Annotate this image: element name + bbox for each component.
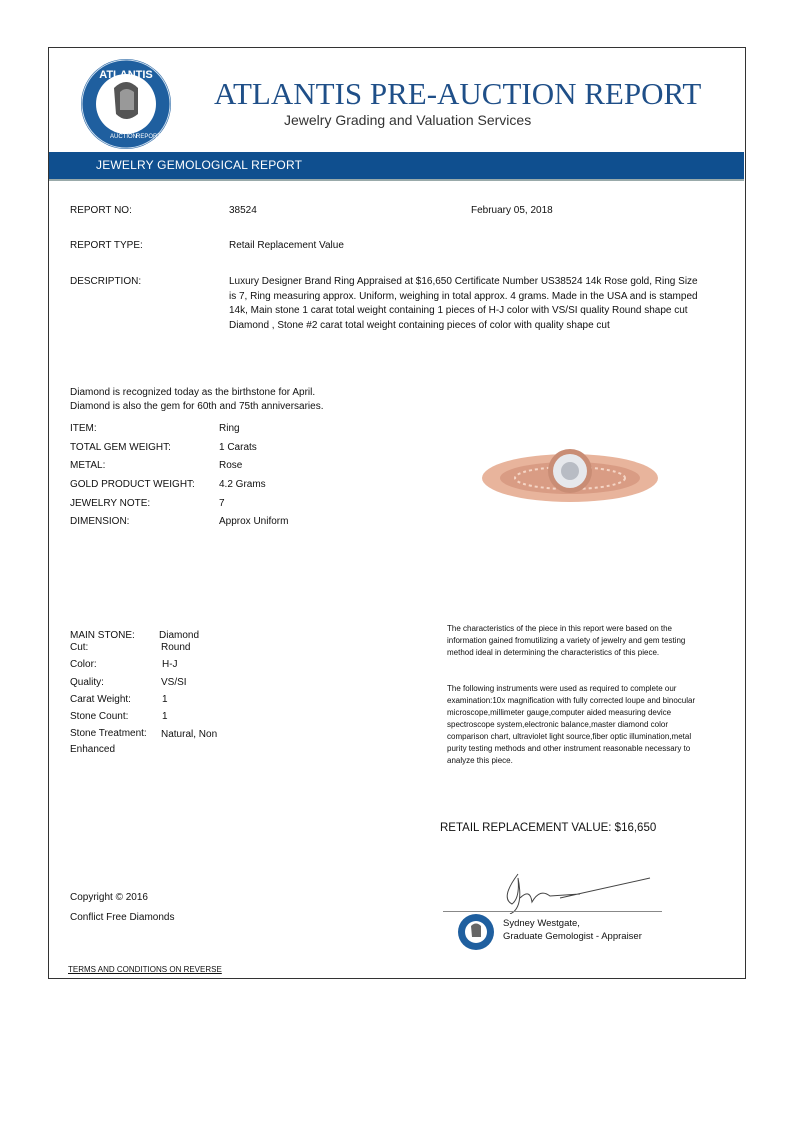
stone-count-label: Stone Count: <box>70 711 129 722</box>
cut-label: Cut: <box>70 642 89 653</box>
carat-weight-label: Carat Weight: <box>70 694 131 705</box>
treatment-label: Stone Treatment: <box>70 728 147 739</box>
metal-label: METAL: <box>70 460 106 471</box>
section-bar <box>49 152 744 181</box>
gem-weight-value: 1 Carats <box>219 442 257 453</box>
terms-link[interactable]: TERMS AND CONDITIONS ON REVERSE <box>68 965 222 974</box>
gold-weight-label: GOLD PRODUCT WEIGHT: <box>70 479 195 490</box>
copyright: Copyright © 2016 <box>70 892 148 903</box>
gem-weight-label: TOTAL GEM WEIGHT: <box>70 442 171 453</box>
dimension-label: DIMENSION: <box>70 516 130 527</box>
report-no: 38524 <box>229 205 257 216</box>
description: Luxury Designer Brand Ring Appraised at $16,650 Certificate Number US38524 14k Rose gold, Ring Size is 7, Ring measuring approx. Uniform, weighing in total approx. 4 grams. Made in the USA and is stamped 14k, Main stone 1 carat total weight containing 1 pieces of H-J color with VS/SI quality Round shape cut Diamond , Stone #2 carat total weight containing pieces of color with quality shape cut <box>229 276 698 331</box>
main-stone-value: Diamond <box>159 630 200 641</box>
jewelry-note-label: JEWELRY NOTE: <box>70 498 151 509</box>
item-value: Ring <box>219 423 240 434</box>
description-label: DESCRIPTION: <box>70 276 142 287</box>
conflict-free: Conflict Free Diamonds <box>70 912 175 923</box>
signer-title: Graduate Gemologist - Appraiser <box>503 931 642 942</box>
signature-line <box>443 911 662 912</box>
svg-text:REPORT: REPORT <box>136 134 161 140</box>
item-label: ITEM: <box>70 423 97 434</box>
report-subtitle: Jewelry Grading and Valuation Services <box>284 112 532 128</box>
atlantis-logo <box>80 58 172 150</box>
signature <box>490 868 660 914</box>
report-type-label: REPORT TYPE: <box>70 240 143 251</box>
quality-label: Quality: <box>70 677 104 688</box>
jewelry-note-value: 7 <box>219 498 225 509</box>
color-label: Color: <box>70 659 97 670</box>
section-title: JEWELRY GEMOLOGICAL REPORT <box>96 158 303 172</box>
carat-weight-value: 1 <box>162 694 168 705</box>
characteristics-note: The characteristics of the piece in this report were based on the information gained fromutilizing a variety of jewelry and gem testing method ideal in determining the characteristics of this piece. <box>447 624 686 657</box>
svg-text:AUCTION: AUCTION <box>110 134 137 140</box>
anniversary-line: Diamond is also the gem for 60th and 75th anniversaries. <box>70 401 324 412</box>
gold-weight-value: 4.2 Grams <box>219 479 266 490</box>
dimension-value: Approx Uniform <box>219 516 289 527</box>
metal-value: Rose <box>219 460 243 471</box>
retail-value: RETAIL REPLACEMENT VALUE: $16,650 <box>440 822 657 834</box>
atlantis-seal-icon <box>457 913 495 951</box>
ring-image <box>480 428 660 518</box>
main-stone-label: MAIN STONE: <box>70 630 135 641</box>
instruments-note: The following instruments were used as required to complete our examination:10x magnification with fully corrected loupe and binocular microscope,millimeter gauge,computer aided measuring device spectroscope system,electronic balance,master diamond color comparison chart, ultraviolet light source,fiber optic illumination,metal purity testing methods and other instrument reasonable necessary to analyze this piece. <box>447 684 696 765</box>
signer-name: Sydney Westgate, <box>503 918 580 929</box>
report-type: Retail Replacement Value <box>229 240 344 251</box>
quality-value: VS/SI <box>161 677 187 688</box>
report-no-label: REPORT NO: <box>70 205 132 216</box>
report-date: February 05, 2018 <box>471 205 553 216</box>
stone-count-value: 1 <box>162 711 168 722</box>
birthstone-line: Diamond is recognized today as the birthstone for April. <box>70 387 316 398</box>
report-title: ATLANTIS PRE-AUCTION REPORT <box>214 76 702 111</box>
treatment-value: Natural, Non Enhanced <box>70 729 218 755</box>
cut-value: Round <box>161 642 191 653</box>
color-value: H-J <box>162 659 178 670</box>
svg-text:ATLANTIS: ATLANTIS <box>99 69 153 81</box>
